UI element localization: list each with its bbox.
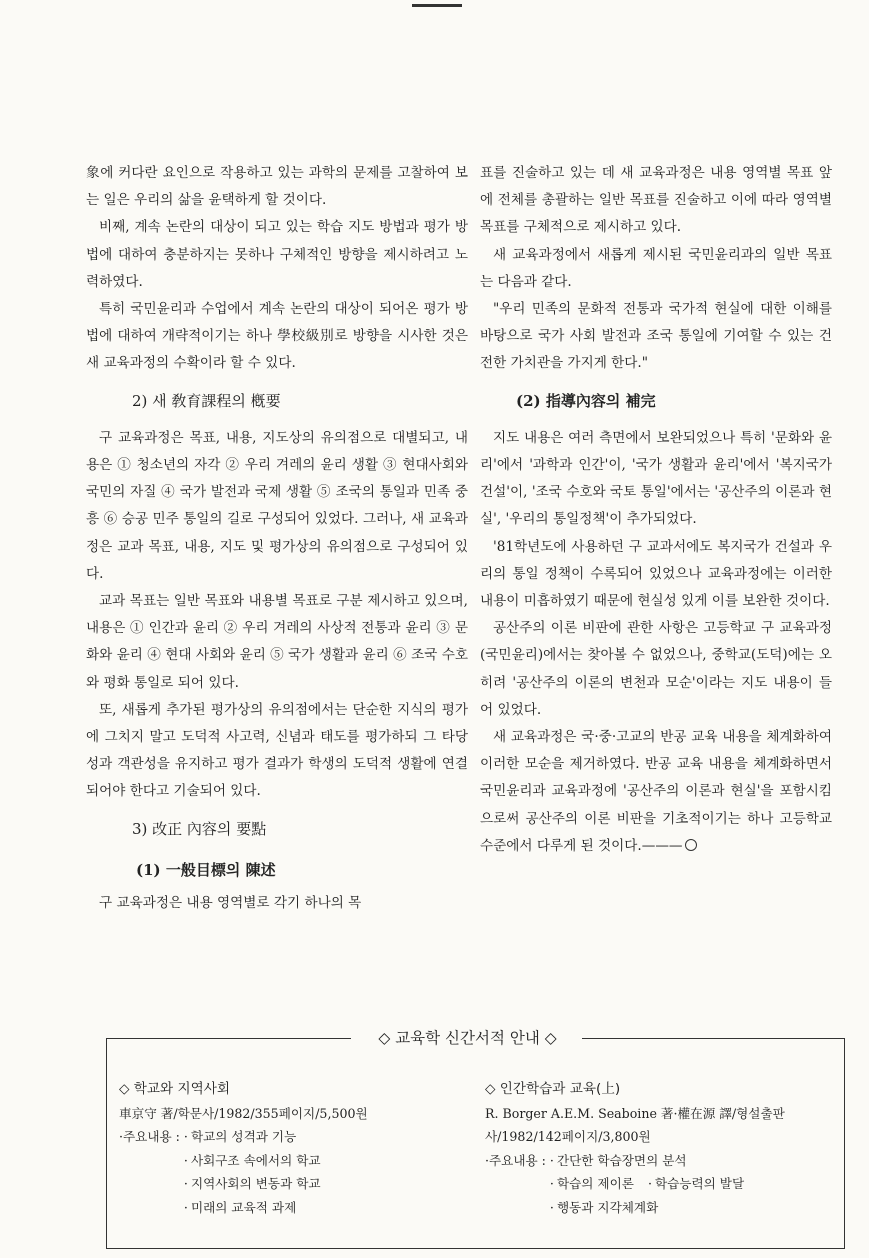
paragraph: 특히 국민윤리과 수업에서 계속 논란의 대상이 되어온 평가 방법에 대하여 개략적이기는 하나 學校級別로 방향을 시사한 것은 새 교육과정의 수확이라 할 수 있다. bbox=[86, 301, 468, 372]
paragraph: 구 교육과정은 내용 영역별로 각기 하나의 목 bbox=[99, 895, 362, 912]
paragraph: 또, 새롭게 추가된 평가상의 유의점에서는 단순한 지식의 평가에 그치지 말고 도덕적 사고력, 신념과 태도를 평가하되 그 타당성과 객관성을 유지하고 평가 결과가 학생의 도덕적 생활에 연결되어야 한다고 기술되어 있다. bbox=[86, 701, 468, 800]
paragraph: 비째, 계속 논란의 대상이 되고 있는 학습 지도 방법과 평가 방법에 대하여 충분하지는 못하나 구체적인 방향을 제시하려고 노력하였다. bbox=[86, 219, 468, 290]
paragraph: 교과 목표는 일반 목표와 내용별 목표로 구분 제시하고 있으며, 내용은 ① 인간과 윤리 ② 우리 겨레의 사상적 전통과 윤리 ③ 문화와 윤리 ④ 현대 사회와 윤리 ⑤ 국가 생활과 윤리 ⑥ 조국 수호와 평화 통일로 되어 있다. bbox=[86, 593, 468, 691]
end-dash: ——— bbox=[641, 837, 683, 854]
subsection-heading: (1) 一般目標의 陳述 bbox=[136, 860, 276, 879]
paragraph: 구 교육과정은 목표, 내용, 지도상의 유의점으로 대별되고, 내용은 ① 청소년의 자각 ② 우리 겨레의 윤리 생활 ③ 현대사회와 국민의 자질 ④ 국가 발전과 국제 생활 ⑤ 조국의 통일과 민족 중흥 ⑥ 승공 민주 통일의 길로 구성되어 있었다. 그러나, 새 교육과정은 교과 목표, 내용, 지도 및 평가상의 유의점으로 구성되어 있다. bbox=[86, 429, 468, 582]
top-rule bbox=[412, 4, 462, 7]
list-item: · 간단한 학습장면의 분석 bbox=[550, 1149, 744, 1173]
list-item: · 지역사회의 변동과 학교 bbox=[184, 1172, 321, 1196]
book-entry bbox=[485, 1078, 837, 1219]
paragraph: 표를 진술하고 있는 데 새 교육과정은 내용 영역별 목표 앞에 전체를 총괄하는 일반 목표를 진술하고 이에 따라 영역별 목표를 구체적으로 제시하고 있다. bbox=[480, 165, 832, 236]
contents-list bbox=[184, 1125, 321, 1219]
list-item: · 사회구조 속에서의 학교 bbox=[184, 1149, 321, 1173]
paragraph: 象에 커다란 요인으로 작용하고 있는 과학의 문제를 고찰하여 보는 일은 우리의 삶을 윤택하게 할 것이다. bbox=[86, 165, 468, 209]
box-title: ◇ 교육학 신간서적 안내 ◇ bbox=[378, 1029, 557, 1047]
list-item: · 학습능력의 발달 bbox=[648, 1172, 744, 1196]
paragraph: '81학년도에 사용하던 구 교과서에도 복지국가 건설과 우리의 통일 정책이 수록되어 있었으나 교육과정에는 이러한 내용이 미흡하였기 때문에 현실성 있게 이를 보완한 것이다. bbox=[480, 538, 832, 610]
book-entry bbox=[119, 1078, 469, 1219]
paragraph: 공산주의 이론 비판에 관한 사항은 고등학교 구 교육과정(국민윤리)에서는 찾아볼 수 없었으나, 중학교(도덕)에는 오히려 '공산주의 이론의 변천과 모순'이라는 지도 내용이 들어 있었다. bbox=[480, 620, 832, 718]
book-title: ◇ 학교와 지역사회 bbox=[119, 1081, 231, 1097]
box-top-rule-right bbox=[582, 1038, 844, 1039]
contents-label: ·주요내용 : bbox=[119, 1129, 184, 1144]
right-column bbox=[480, 160, 832, 860]
subsection-heading: (2) 指導內容의 補完 bbox=[516, 391, 656, 410]
quote-paragraph: "우리 민족의 문화적 전통과 국가적 현실에 대한 이해를 바탕으로 국가 사회 발전과 조국 통일에 기여할 수 있는 건전한 가치관을 가지게 한다." bbox=[480, 301, 832, 372]
end-circle-icon bbox=[685, 839, 697, 851]
paragraph: 지도 내용은 여러 측면에서 보완되었으나 특히 '문화와 윤리'에서 '과학과 인간'이, '국가 생활과 윤리'에서 '복지국가 건설'이, '조국 수호와 국토 통일'에서는 '공산주의 이론과 현실', '우리의 통일정책'이 추가되었다. bbox=[480, 429, 832, 528]
list-item: · 미래의 교육적 과제 bbox=[184, 1196, 321, 1220]
book-contents bbox=[119, 1125, 469, 1219]
book-title: ◇ 인간학습과 교육(上) bbox=[485, 1081, 621, 1097]
book-meta: R. Borger A.E.M. Seaboine 著·權在源 譯/형설출판사/1982/142페이지/3,800원 bbox=[485, 1105, 785, 1144]
paragraph: 새 교육과정에서 새롭게 제시된 국민윤리과의 일반 목표는 다음과 같다. bbox=[480, 246, 832, 290]
list-item: · 학교의 성격과 기능 bbox=[184, 1125, 321, 1149]
new-books-box bbox=[106, 1029, 845, 1249]
list-item: · 행동과 지각체계화 bbox=[550, 1196, 744, 1220]
section-heading: 2) 새 敎育課程의 槪要 bbox=[132, 391, 281, 410]
book-contents bbox=[485, 1149, 837, 1220]
contents-label: ·주요내용 : bbox=[485, 1152, 550, 1168]
list-item: · 학습의 제이론 bbox=[550, 1172, 634, 1196]
box-top-rule-left bbox=[107, 1038, 351, 1039]
left-column bbox=[86, 160, 468, 917]
paragraph bbox=[480, 724, 832, 860]
paragraph-text: 새 교육과정은 국·중·고교의 반공 교육 내용을 체계화하여 이러한 모순을 제거하였다. 반공 교육 내용을 체계화하면서 국민윤리과 교육과정에 '공산주의 이론과 현실'을 포함시킴으로써 공산주의 이론 비판을 기초적이기는 하나 고등학교 수준에서 다루게 된 것이다. bbox=[480, 729, 832, 854]
section-heading: 3) 改正 內容의 要點 bbox=[132, 819, 267, 838]
book-meta: 車京守 著/학문사/1982/355페이지/5,500원 bbox=[119, 1105, 368, 1121]
contents-list bbox=[550, 1149, 744, 1220]
